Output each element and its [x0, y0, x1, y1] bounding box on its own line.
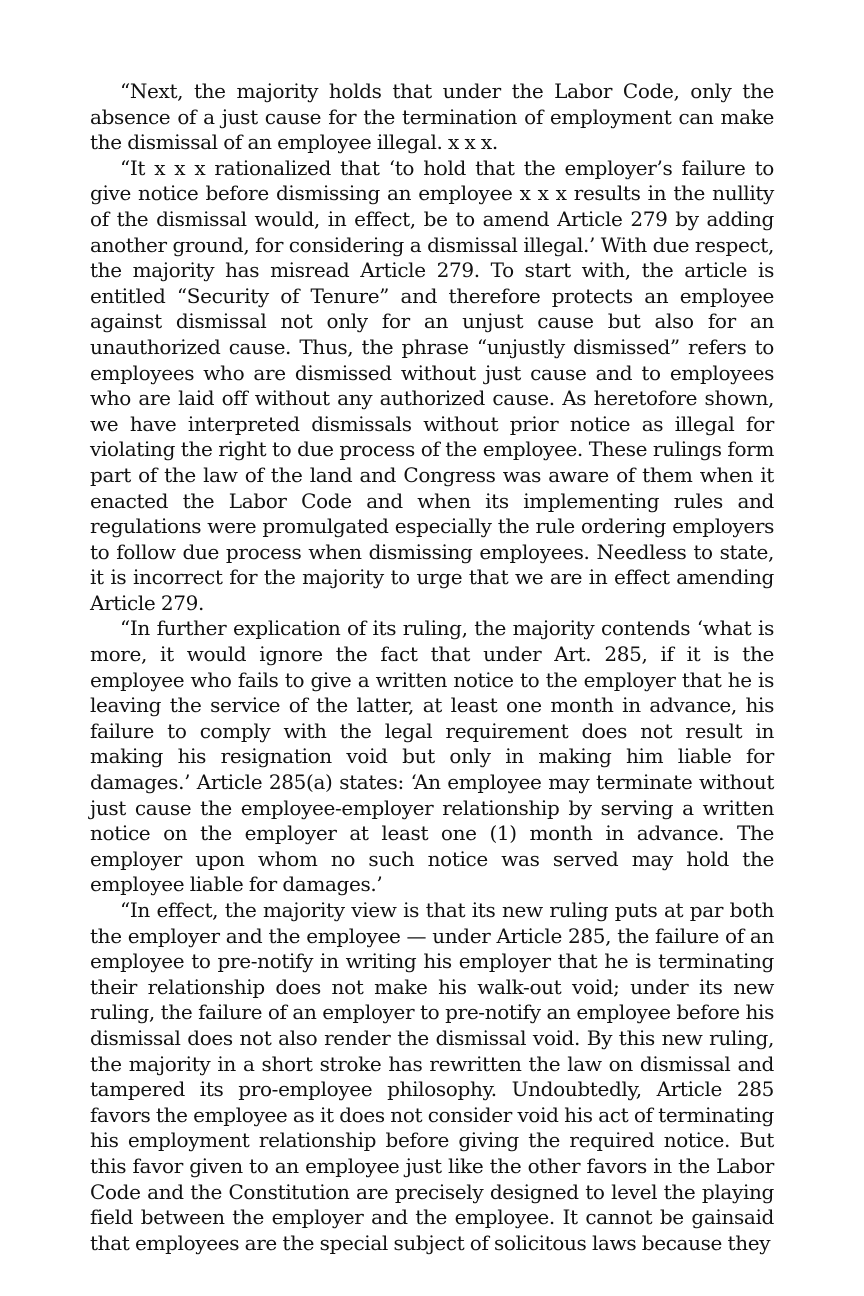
paragraph-majority-holds: “Next, the majority holds that under the Labor Code, only the absence of a just cause for the termination of employment can make the dismissal of an employee illegal. x x x.	[90, 79, 774, 155]
paragraph-new-ruling: “In effect, the majority view is that its new ruling puts at par both the employer and the employee — under Article 285, the failure of an employee to pre-notify in writing his employer that he is terminating their relationship does not make his walk-out void; under its new ruling, the failure of an employer to pre-notify an employee before his dismissal does not also render the dismissal void. By this new ruling, the majority in a short stroke has rewritten the law on dismissal and tampered its pro-employee philosophy. Undoubtedly, Article 285 favors the employee as it does not consider void his act of terminating his employment relationship before giving the required notice. But this favor given to an employee just like the other favors in the Labor Code and the Constitution are precisely designed to level the playing field between the employer and the employee. It cannot be gainsaid that employees are the special subject of solicitous laws because they	[90, 898, 774, 1255]
paragraph-article-279: “It x x x rationalized that ‘to hold that the employer’s failure to give notice before dismissing an employee x x x results in the nullity of the dismissal would, in effect, be to amend Article 279 by adding another ground, for considering a dismissal illegal.’ With due respect, the majority has misread Article 279. To start with, the article is entitled “Security of Tenure” and therefore protects an employee against dismissal not only for an unjust cause but also for an unauthorized cause. Thus, the phrase “unjustly dismissed” refers to employees who are dismissed without just cause and to employees who are laid off without any authorized cause. As heretofore shown, we have interpreted dismissals without prior notice as illegal for violating the right to due process of the employee. These rulings form part of the law of the land and Congress was aware of them when it enacted the Labor Code and when its implementing rules and regulations were promulgated especially the rule ordering employers to follow due process when dismissing employees. Needless to state, it is incorrect for the majority to urge that we are in effect amending Article 279.	[90, 155, 774, 615]
document-page	[90, 79, 774, 1256]
paragraph-article-285: “In further explication of its ruling, the majority contends ‘what is more, it would ignore the fact that under Art. 285, if it is the employee who fails to give a written notice to the employer that he is leaving the service of the latter, at least one month in advance, his failure to comply with the legal requirement does not result in making his resignation void but only in making him liable for damages.’ Article 285(a) states: ‘An employee may terminate without just cause the employee-employer relationship by serving a written notice on the employer at least one (1) month in advance. The employer upon whom no such notice was served may hold the employee liable for damages.’	[90, 616, 774, 897]
